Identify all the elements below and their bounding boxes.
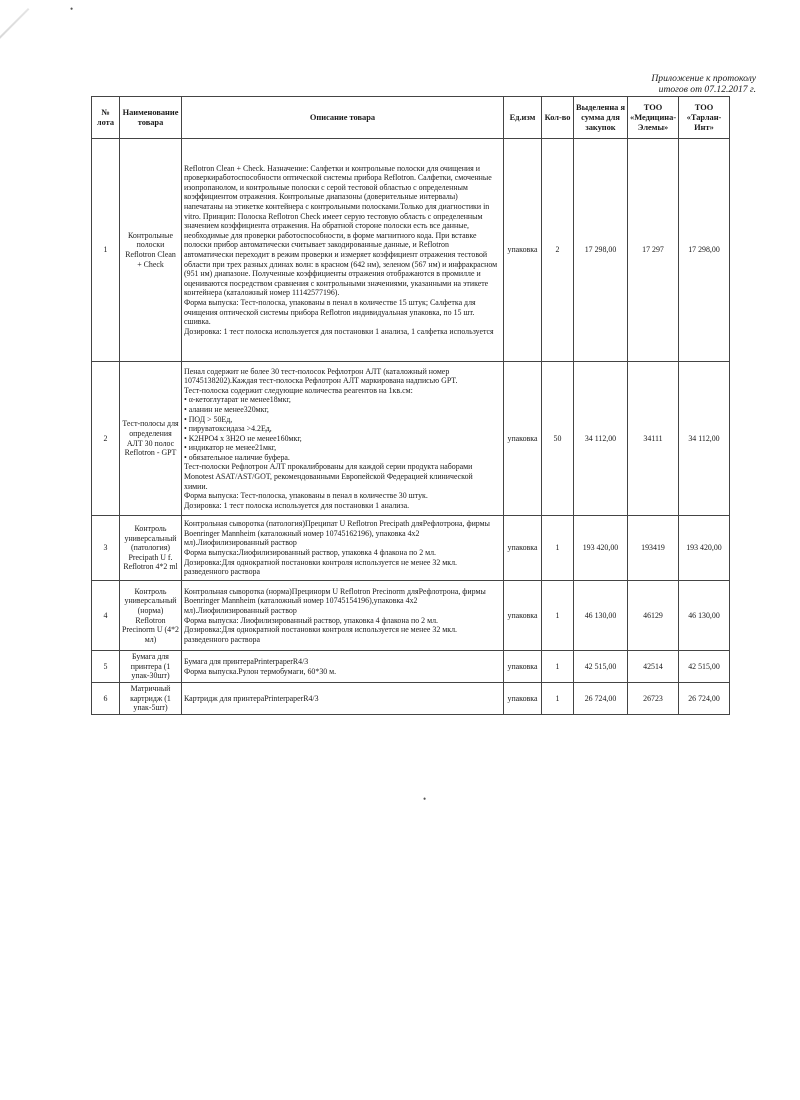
product-name-cell: Матричный картридж (1 упак-5шт) (120, 683, 182, 715)
scan-speck: • (423, 794, 427, 804)
lots-table (91, 96, 730, 715)
description-line: напечатаны на этикетке контейнера с контрольными полосками.Только для диагностики in (184, 202, 490, 212)
description-line: Контрольная сыворотка (норма)Прецинорм U Reflotron Precinorm дляРефлотрона, фирмы (184, 586, 486, 596)
description-cell (182, 362, 504, 516)
description-line: изопропанолом, и контрольные полоски с серой тестовой областью с определенным (184, 182, 468, 192)
description-line: Форма выпуска:Лиофилизированный раствор, упаковка 4 флакона по 2 мл. (184, 548, 437, 557)
supplier-1-price-cell: 46129 (628, 581, 679, 651)
description-line: Форма выпуска: Тест-полоска, упакованы в пенал в количестве 15 штук; Салфетка для (184, 297, 476, 307)
quantity-cell: 50 (542, 362, 574, 516)
product-name-cell: Бумага для принтера (1 упак-30шт) (120, 651, 182, 683)
description-line: Бумага для принтераPrinterpaperR4/3 (184, 656, 309, 666)
description-cell (182, 581, 504, 651)
description-line: vitro. Принцип: Полоска Reflotron Check имеет серую тестовую область с определенным (184, 211, 483, 221)
allocated-amount-cell: 42 515,00 (574, 651, 628, 683)
description-line: (951 нм) диапазоне. Полученные коэффициенты отражения отображаются в промилле и (184, 269, 481, 279)
supplier-2-price-cell: 17 298,00 (679, 139, 730, 362)
description-line: Boenringer Mannheim (каталожный номер 10745162196), упаковка 4x2 (184, 528, 420, 538)
description-line: значением коэффициента отражения. На обратной стороне полоски есть все данные, (184, 221, 469, 231)
description-line: химии. (184, 481, 208, 491)
unit-cell: упаковка (504, 651, 542, 683)
annex-line-1: Приложение к протоколу (651, 73, 756, 84)
header-product-name: Наименование товара (120, 97, 182, 139)
allocated-amount-cell: 193 420,00 (574, 516, 628, 581)
description-line: • обязательное наличие буфера. (184, 452, 290, 462)
description-line: Reflotron Clean + Check. Назначение: Салфетки и контрольные полоски для очищения и (184, 163, 480, 173)
table-header-row (92, 97, 730, 139)
description-line: проверкиработоспособности оптической системы прибора Reflotron. Салфетки, смоченные (184, 173, 492, 183)
supplier-1-price-cell: 17 297 (628, 139, 679, 362)
lot-number-cell: 2 (92, 362, 120, 516)
unit-cell: упаковка (504, 581, 542, 651)
description-line: • индикатор не менее21мкг, (184, 443, 277, 453)
header-description: Описание товара (182, 97, 504, 139)
description-line: необходимые для проверки работоспособности, в форме магнитного кода. При вставке (184, 230, 477, 240)
product-name-cell: Контроль универсальный (патология) Precipath U f. Reflotron 4*2 ml (120, 516, 182, 581)
description-line: Дозировка:Для однократной постановки контроля используется не менее 32 мкл. (184, 625, 457, 635)
allocated-amount-cell: 17 298,00 (574, 139, 628, 362)
supplier-1-price-cell: 193419 (628, 516, 679, 581)
description-line: разведенного раствора (184, 634, 260, 644)
unit-cell: упаковка (504, 362, 542, 516)
scan-artifact-line (0, 8, 29, 77)
allocated-amount-cell: 34 112,00 (574, 362, 628, 516)
description-line: Контрольная сыворотка (патология)Преципат U Reflotron Precipath дляРефлотрона, фирмы (184, 519, 490, 529)
header-supplier-1: ТОО «Медицина-Элемы» (628, 97, 679, 139)
header-quantity: Кол-во (542, 97, 574, 139)
unit-cell: упаковка (504, 139, 542, 362)
annex-line-2: итогов от 07.12.2017 г. (658, 84, 756, 95)
table-row (92, 362, 730, 516)
description-line: • K2HPO4 x 3H2O не менее160мкг, (184, 433, 302, 443)
description-line: области при трех разных длинах волн: в красном (642 нм), зеленом (567 нм) и инфракрасном (184, 259, 498, 269)
description-line: оцениваются посредством сравнения с контрольными значениями, указанными на этикете (184, 278, 489, 288)
description-line: мл).Лиофилизированный раствор (184, 605, 297, 615)
allocated-amount-cell: 46 130,00 (574, 581, 628, 651)
supplier-1-price-cell: 34111 (628, 362, 679, 516)
description-line: Monotest ASAT/AST/GOT, рекомендованными Европейской Федерацией клинической (184, 472, 473, 482)
quantity-cell: 1 (542, 651, 574, 683)
description-line: Форма выпуска.Рулон термобумаги, 60*30 м. (184, 666, 337, 676)
description-line: автоматически переходит в режим проверки и измеряет коэффициент отражения тестовой (184, 250, 488, 259)
supplier-2-price-cell: 26 724,00 (679, 683, 730, 715)
description-line: Форма выпуска: Лиофилизированный раствор, упаковка 4 флакона по 2 мл. (184, 615, 438, 625)
allocated-amount-cell: 26 724,00 (574, 683, 628, 715)
supplier-2-price-cell: 42 515,00 (679, 651, 730, 683)
description-line: • α-кетоглутарат не менее18мкг, (184, 395, 291, 405)
description-line: мл).Лиофилизированный раствор (184, 538, 297, 548)
description-line: • пируватоксидаза >4.2Ед, (184, 424, 272, 434)
description-line: Boenringer Mannheim (каталожный номер 10745154196),упаковка 4x2 (184, 596, 418, 606)
scan-speck: • (70, 4, 74, 14)
header-unit: Ед.изм (504, 97, 542, 139)
lot-number-cell: 5 (92, 651, 120, 683)
supplier-1-price-cell: 42514 (628, 651, 679, 683)
description-line: очищения оптической системы прибора Reflotron индивидуальная упаковка, по 15 шт. (184, 307, 475, 317)
table-row (92, 581, 730, 651)
description-line: контейнера (каталожный номер 11142577196). (184, 288, 340, 298)
description-line: коэффициентом отражения. Контрольные диапазоны (доверительные интервалы) (184, 192, 458, 202)
header-lot-number: № лота (92, 97, 120, 139)
lot-number-cell: 3 (92, 516, 120, 581)
description-cell (182, 683, 504, 715)
description-line: Форма выпуска: Тест-полоска, упакованы в пенал в количестве 30 штук. (184, 491, 428, 501)
header-supplier-2: ТОО «Тарлан-Инт» (679, 97, 730, 139)
description-line: • аланин не менее320мкг, (184, 404, 269, 414)
description-line: полоски прибор автоматически считывает закодированные данные, и Reflotron (184, 240, 449, 250)
description-line: Дозировка: 1 тест полоска используется для постановки 1 анализа, 1 салфетка используется (184, 326, 494, 336)
product-name-cell: Контроль универсальный (норма) Reflotron Precinorm U (4*2 мл) (120, 581, 182, 651)
description-line: сшивка. (184, 317, 211, 327)
supplier-2-price-cell: 46 130,00 (679, 581, 730, 651)
table-row (92, 651, 730, 683)
description-cell (182, 651, 504, 683)
supplier-1-price-cell: 26723 (628, 683, 679, 715)
unit-cell: упаковка (504, 516, 542, 581)
description-line: 10745138202).Каждая тест-полоска Рефлотрон АЛТ маркирована надписью GPT. (184, 376, 458, 386)
quantity-cell: 1 (542, 683, 574, 715)
table-row (92, 139, 730, 362)
header-allocated-amount: Выделенна я сумма для закупок (574, 97, 628, 139)
description-line: • ПОД > 50Ед, (184, 414, 233, 424)
table-row (92, 516, 730, 581)
quantity-cell: 2 (542, 139, 574, 362)
description-line: Дозировка:Для однократной постановки контроля используется не менее 32 мкл. (184, 557, 457, 567)
description-line: Тест-полоски Рефлотрон АЛТ прокалиброваны для каждой серии продукта наборами (184, 462, 473, 472)
lot-number-cell: 6 (92, 683, 120, 715)
description-cell (182, 139, 504, 362)
supplier-2-price-cell: 34 112,00 (679, 362, 730, 516)
supplier-2-price-cell: 193 420,00 (679, 516, 730, 581)
quantity-cell: 1 (542, 581, 574, 651)
product-name-cell: Тест-полосы для определения АЛТ 30 полос Reflotron - GPT (120, 362, 182, 516)
lot-number-cell: 4 (92, 581, 120, 651)
quantity-cell: 1 (542, 516, 574, 581)
protocol-annex-note (651, 73, 756, 95)
description-line: разведенного раствора (184, 567, 260, 577)
product-name-cell: Контрольные полоски Reflotron Clean + Check (120, 139, 182, 362)
description-line: Пенал содержит не более 30 тест-полосок Рефлотрон АЛТ (каталожный номер (184, 366, 450, 376)
unit-cell: упаковка (504, 683, 542, 715)
description-cell (182, 516, 504, 581)
description-line: Картридж для принтераPrinterpaperR4/3 (184, 693, 319, 703)
description-line: Тест-полоска содержит следующие количества реагентов на 1кв.см: (184, 385, 413, 395)
table-row (92, 683, 730, 715)
description-line: Дозировка: 1 тест полоска используется для постановки 1 анализа. (184, 500, 410, 510)
lot-number-cell: 1 (92, 139, 120, 362)
